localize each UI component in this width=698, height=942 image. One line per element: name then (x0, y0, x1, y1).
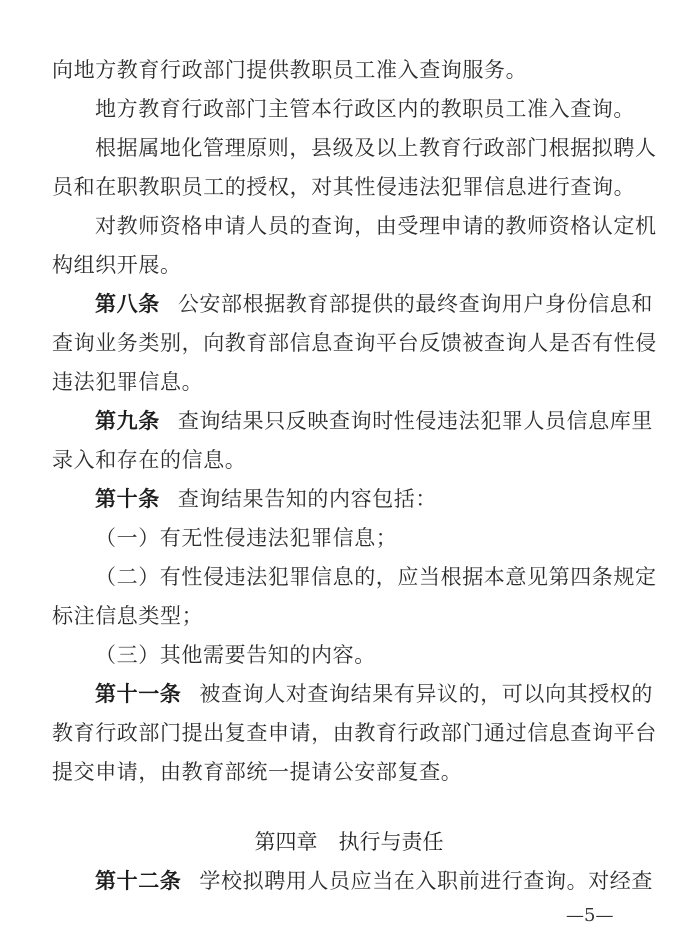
list-item: （一）有无性侵违法犯罪信息； (95, 526, 398, 550)
list-item: （二）有性侵违法犯罪信息的，应当根据本意见第四条规定 (95, 565, 657, 589)
chapter-title: 第四章 执行与责任 (254, 830, 444, 854)
article-10 (95, 479, 437, 519)
paragraph-line: 根据属地化管理原则，县级及以上教育行政部门根据拟聘人 (95, 136, 657, 160)
paragraph-line: 教育行政部门提出复查申请，由教育行政部门通过信息查询平台 (52, 721, 657, 745)
paragraph-line: 录入和存在的信息。 (52, 448, 247, 472)
list-item: （三）其他需要告知的内容。 (95, 643, 376, 667)
paragraph-line: 标注信息类型； (52, 604, 204, 628)
article-heading: 第十二条 (95, 869, 182, 893)
article-heading: 第九条 (95, 409, 160, 433)
paragraph-line: 员和在职教职员工的授权，对其性侵违法犯罪信息进行查询。 (52, 175, 636, 199)
paragraph-line: 提交申请，由教育部统一提请公安部复查。 (52, 760, 463, 784)
article-heading: 第八条 (95, 292, 160, 316)
article-text: 学校拟聘用人员应当在入职前进行查询。对经查 (199, 869, 654, 893)
article-heading: 第十条 (95, 487, 160, 511)
article-text: 查询结果只反映查询时性侵违法犯罪人员信息库里 (177, 409, 654, 433)
article-heading: 第十一条 (95, 682, 182, 706)
article-text: 被查询人对查询结果有异议的，可以向其授权的 (199, 682, 654, 706)
paragraph-line: 构组织开展。 (52, 253, 182, 277)
article-9 (95, 401, 653, 441)
page-number: —5— (566, 905, 614, 926)
article-8 (95, 284, 653, 324)
paragraph-line: 对教师资格申请人员的查询，由受理申请的教师资格认定机 (95, 214, 657, 238)
article-12 (95, 861, 653, 901)
article-text: 查询结果告知的内容包括： (177, 487, 438, 511)
paragraph-line: 查询业务类别，向教育部信息查询平台反馈被查询人是否有性侵 (52, 331, 657, 355)
article-11 (95, 674, 653, 714)
paragraph-line: 地方教育行政部门主管本行政区内的教职员工准入查询。 (95, 97, 635, 121)
paragraph-line: 违法犯罪信息。 (52, 370, 204, 394)
paragraph-line: 向地方教育行政部门提供教职员工准入查询服务。 (52, 58, 528, 82)
article-text: 公安部根据教育部提供的最终查询用户身份信息和 (177, 292, 654, 316)
